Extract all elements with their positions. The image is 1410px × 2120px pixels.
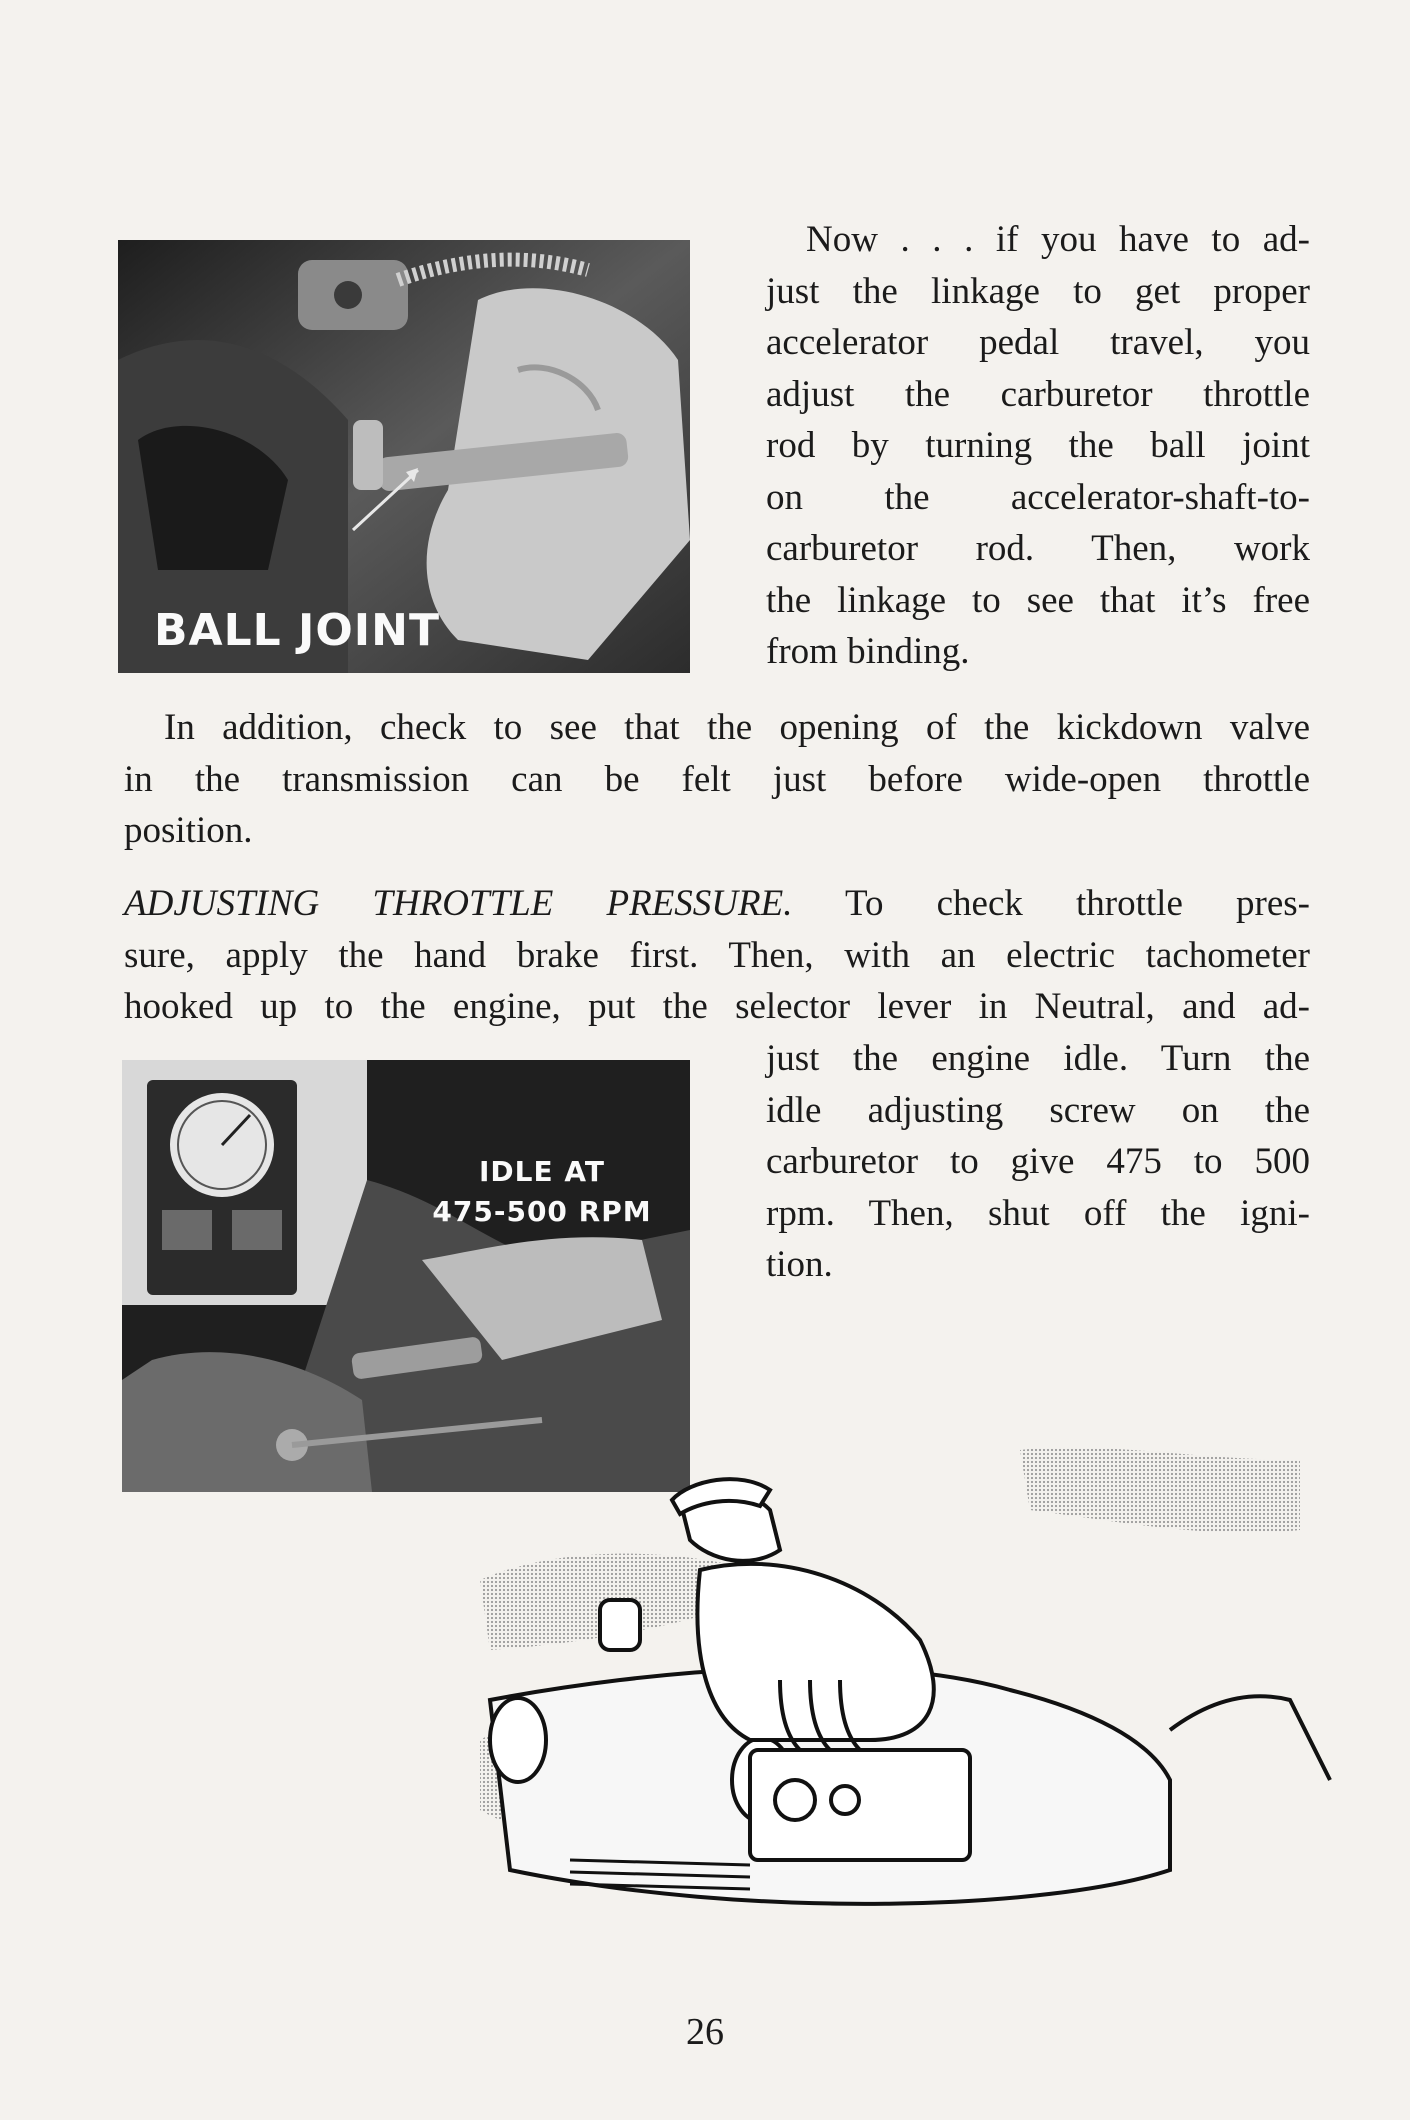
mechanic-cartoon-illustration [450,1440,1350,1940]
tachometer-photo-image [122,1060,690,1492]
idle-rpm-label [422,1152,662,1232]
text-line: in the transmission can be felt just before wide-open throttle [124,758,1310,800]
intro-paragraph [766,214,1310,678]
page-number: 26 [686,2011,724,2053]
rpm-label-line: 475-500 RPM [432,1195,652,1228]
text-line: Now . . . if you have to ad- [806,219,1310,260]
text-line: from binding. [766,631,970,672]
idle-label-line: IDLE AT [479,1155,605,1188]
text-line: hooked up to the engine, put the selector lever in Neutral, and ad- [124,986,1310,1027]
text-fragment: To check throttle pres- [844,883,1310,924]
text-line: just the linkage to get proper [766,270,1310,312]
throttle-pressure-paragraph [124,878,1310,1033]
text-line: carburetor rod. Then, work [766,528,1310,569]
throttle-pressure-continued [766,1033,1310,1291]
text-line: rpm. Then, shut off the igni- [766,1192,1310,1234]
text-line: rod by turning the ball joint [766,425,1310,466]
text-line: tion. [766,1244,833,1285]
text-line: on the accelerator-shaft-to- [766,476,1310,518]
tachometer-photo [122,1060,690,1492]
text-line [124,878,1310,930]
text-line: the linkage to see that it’s free [766,579,1310,621]
section-heading: ADJUSTING THROTTLE PRESSURE. [124,883,793,924]
text-line: adjust the carburetor throttle [766,373,1310,415]
text-line: sure, apply the hand brake first. Then, with an electric tachometer [124,934,1310,976]
text-line: In addition, check to see that the opening of the kickdown valve [164,707,1310,748]
text-line: just the engine idle. Turn the [766,1038,1310,1079]
text-line: accelerator pedal travel, you [766,322,1310,363]
ball-joint-label: BALL JOINT [154,605,440,656]
ball-joint-photo [118,240,690,673]
text-line: idle adjusting screw on the [766,1089,1310,1131]
kickdown-paragraph [124,702,1310,857]
mechanic-cartoon-image [450,1440,1350,1940]
text-line: carburetor to give 475 to 500 [766,1141,1310,1182]
text-line: position. [124,810,253,851]
